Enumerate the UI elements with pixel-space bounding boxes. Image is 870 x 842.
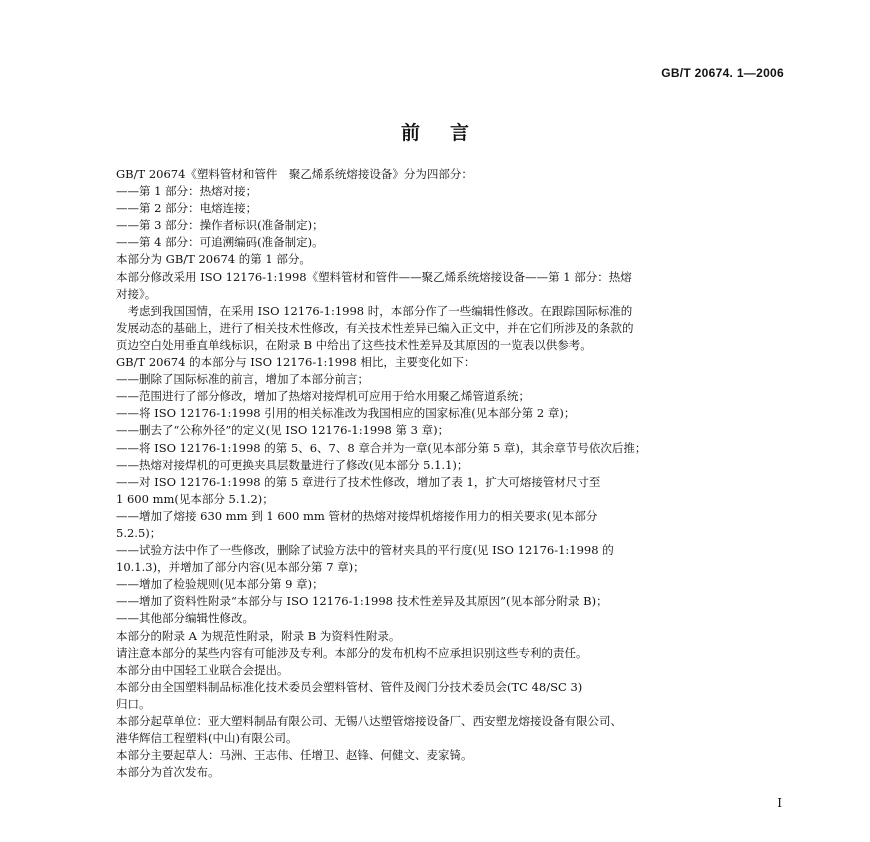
paragraph-line: 本部分由中国轻工业联合会提出。 [116,662,289,677]
paragraph-line: 考虑到我国国情，在采用 ISO 12176-1:1998 时，本部分作了一些编辑性修改。在跟踪国际标准的 [116,303,633,318]
paragraph-line: ——将 ISO 12176-1:1998 引用的相关标准改为我国相应的国家标准(见本部分第 2 章)； [116,406,576,421]
paragraph-line: 页边空白处用垂直单线标识，在附录 B 中给出了这些技术性差异及其原因的一览表以供参考。 [116,337,592,352]
paragraph-line: ——增加了检验规则(见本部分第 9 章)； [116,577,324,592]
paragraph-line: 本部分的附录 A 为规范性附录，附录 B 为资料性附录。 [116,628,401,643]
paragraph-line: ——增加了熔接 630 mm 到 1 600 mm 管材的热熔对接焊机熔接作用力的相关要求(见本部分 [116,508,598,523]
paragraph-line: ——增加了资料性附录“本部分与 ISO 12176-1:1998 技术性差异及其原因”(见本部分附录 B)； [116,594,608,609]
paragraph-line: 本部分主要起草人：马洲、王志伟、任增卫、赵锋、何健文、麦家锜。 [116,748,473,763]
paragraph-line: 归口。 [116,696,151,711]
page-title: 前言 [400,122,499,144]
paragraph-line: 发展动态的基础上，进行了相关技术性修改，有关技术性差异已编入正文中，并在它们所涉及的条款的 [116,320,634,335]
paragraph-line: 对接》。 [116,286,157,301]
paragraph-line: 请注意本部分的某些内容有可能涉及专利。本部分的发布机构不应承担识别这些专利的责任。 [116,645,588,660]
paragraph-line: ——第 4 部分：可追溯编码(准备制定)。 [116,235,324,250]
page-number: I [777,796,782,810]
paragraph-line: 本部分修改采用 ISO 12176-1:1998《塑料管材和管件——聚乙烯系统熔接设备——第 1 部分：热熔 [116,269,632,284]
paragraph-line: ——其他部分编辑性修改。 [116,611,254,626]
paragraph-line: 港华辉信工程塑料(中山)有限公司。 [116,731,298,746]
paragraph-line: ——删除了国际标准的前言，增加了本部分前言； [116,372,369,387]
paragraph-line: ——第 1 部分：热熔对接； [116,184,258,199]
paragraph-line: 10.1.3)，并增加了部分内容(见本部分第 7 章)； [116,560,365,575]
paragraph-line: 1 600 mm(见本部分 5.1.2)； [116,491,274,506]
paragraph-line: GB/T 20674 的本部分与 ISO 12176-1:1998 相比，主要变化如下： [116,355,476,370]
paragraph-line: 本部分起草单位：亚大塑料制品有限公司、无锡八达塑管熔接设备厂、西安塑龙熔接设备有限公司、 [116,714,622,728]
paragraph-line: ——第 2 部分：电熔连接； [116,201,258,216]
paragraph-line: 本部分为首次发布。 [116,765,220,780]
paragraph-line: ——删去了“公称外径”的定义(见 ISO 12176-1:1998 第 3 章)； [116,423,450,438]
paragraph-line: 本部分由全国塑料制品标准化技术委员会塑料管材、管件及阀门分技术委员会(TC 48/SC 3) [116,679,583,694]
paragraph-line: 本部分为 GB/T 20674 的第 1 部分。 [116,252,311,267]
paragraph-line: ——第 3 部分：操作者标识(准备制定)； [116,218,324,233]
foreword-body [116,166,792,781]
paragraph-line: ——热熔对接焊机的可更换夹具层数量进行了修改(见本部分 5.1.1)； [116,457,469,472]
paragraph-line: GB/T 20674《塑料管材和管件 聚乙烯系统熔接设备》分为四部分： [116,167,473,181]
paragraph-line: ——试验方法中作了一些修改，删除了试验方法中的管材夹具的平行度(见 ISO 12176-1:1998 的 [116,543,614,558]
paragraph-line: ——将 ISO 12176-1:1998 的第 5、6、7、8 章合并为一章(见本部分第 5 章)，其余章节号依次后推； [116,440,647,455]
standard-number: GB/T 20674. 1—2006 [661,66,784,80]
paragraph-line: ——对 ISO 12176-1:1998 的第 5 章进行了技术性修改，增加了表 1，扩大可熔接管材尺寸至 [116,474,601,489]
paragraph-line: ——范围进行了部分修改，增加了热熔对接焊机可应用于给水用聚乙烯管道系统； [116,389,530,404]
paragraph-line: 5.2.5)； [116,525,162,540]
